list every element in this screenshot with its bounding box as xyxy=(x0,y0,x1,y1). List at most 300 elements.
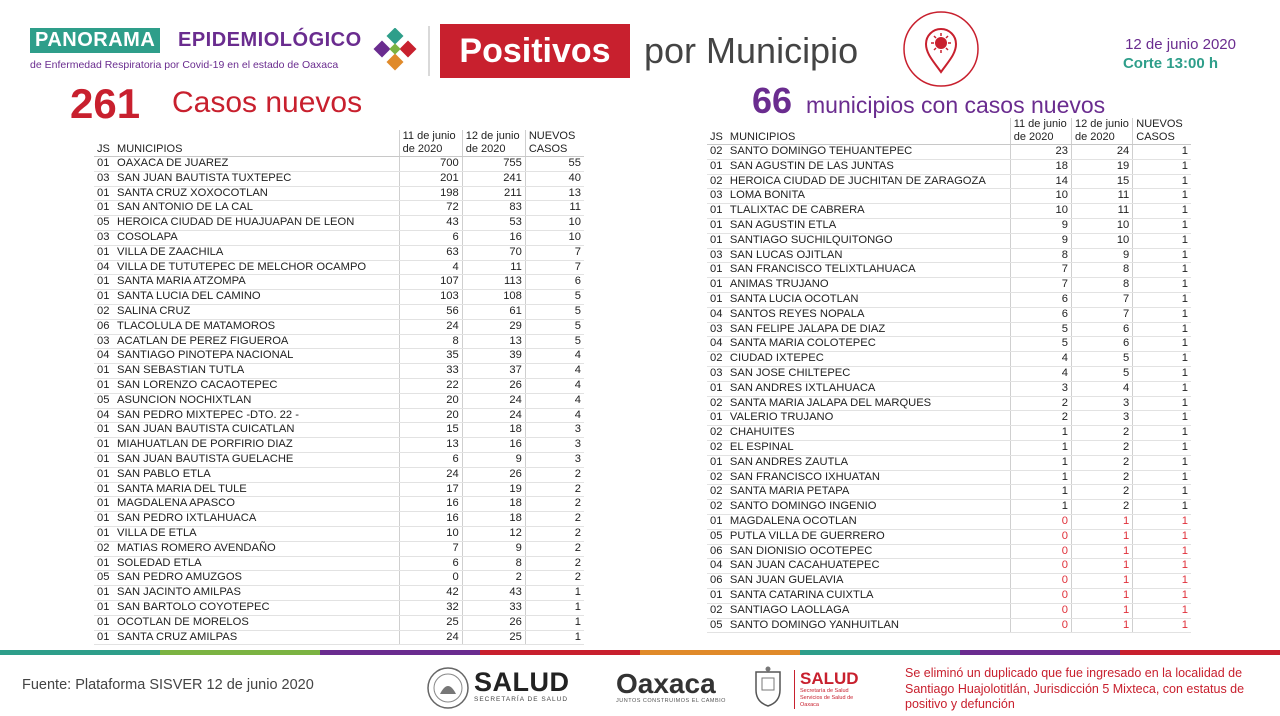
cell-js: 01 xyxy=(707,455,727,470)
cell-june-12: 2 xyxy=(462,571,525,586)
cell-june-11: 9 xyxy=(1010,218,1071,233)
cell-municipio: SAN AGUSTIN DE LAS JUNTAS xyxy=(727,159,1010,174)
cell-june-12: 8 xyxy=(1071,278,1132,293)
header-june-11: 11 de junio de 2020 xyxy=(1010,118,1071,145)
cell-new-cases: 1 xyxy=(1133,618,1191,633)
cell-june-11: 24 xyxy=(399,630,462,645)
cell-new-cases: 1 xyxy=(1133,337,1191,352)
cell-js: 01 xyxy=(94,586,114,601)
cell-municipio: SALINA CRUZ xyxy=(114,304,399,319)
cell-june-11: 6 xyxy=(1010,292,1071,307)
cell-new-cases: 1 xyxy=(1133,322,1191,337)
cell-municipio: SAN FELIPE JALAPA DE DIAZ xyxy=(727,322,1010,337)
cell-june-12: 2 xyxy=(1071,485,1132,500)
cell-june-12: 15 xyxy=(1071,174,1132,189)
table-row xyxy=(707,159,1191,174)
cell-municipio: VILLA DE ZAACHILA xyxy=(114,245,399,260)
cell-new-cases: 2 xyxy=(525,467,584,482)
table-row xyxy=(94,423,584,438)
cell-js: 01 xyxy=(707,218,727,233)
table-row xyxy=(707,263,1191,278)
table-row xyxy=(707,278,1191,293)
table-row xyxy=(707,500,1191,515)
cell-js: 01 xyxy=(707,292,727,307)
cell-june-12: 24 xyxy=(462,393,525,408)
cell-js: 02 xyxy=(94,304,114,319)
table-row xyxy=(94,467,584,482)
cell-new-cases: 40 xyxy=(525,171,584,186)
cell-municipio: SAN JUAN BAUTISTA CUICATLAN xyxy=(114,423,399,438)
cell-js: 05 xyxy=(94,571,114,586)
cell-municipio: OAXACA DE JUAREZ xyxy=(114,157,399,172)
header-municipio: MUNICIPIOS xyxy=(727,118,1010,145)
table-row xyxy=(94,541,584,556)
cell-june-11: 10 xyxy=(1010,189,1071,204)
cell-new-cases: 3 xyxy=(525,438,584,453)
cell-june-11: 2 xyxy=(1010,411,1071,426)
cell-june-11: 0 xyxy=(1010,529,1071,544)
table-row xyxy=(707,396,1191,411)
cell-municipio: SAN DIONISIO OCOTEPEC xyxy=(727,544,1010,559)
cell-june-11: 5 xyxy=(1010,337,1071,352)
cell-june-11: 10 xyxy=(399,526,462,541)
cell-june-12: 26 xyxy=(462,378,525,393)
cell-new-cases: 2 xyxy=(525,526,584,541)
table-row xyxy=(94,615,584,630)
table-row xyxy=(94,482,584,497)
cell-june-12: 43 xyxy=(462,586,525,601)
cell-june-12: 18 xyxy=(462,497,525,512)
table-row xyxy=(94,230,584,245)
cell-june-11: 15 xyxy=(399,423,462,438)
cell-new-cases: 5 xyxy=(525,319,584,334)
cell-june-12: 6 xyxy=(1071,337,1132,352)
page-title: por Municipio xyxy=(644,30,859,71)
cell-municipio: TLALIXTAC DE CABRERA xyxy=(727,204,1010,219)
stripe-segment xyxy=(640,650,800,655)
cell-js: 04 xyxy=(94,349,114,364)
cell-new-cases: 2 xyxy=(525,556,584,571)
cell-new-cases: 1 xyxy=(1133,174,1191,189)
cell-june-12: 53 xyxy=(462,216,525,231)
cell-municipio: SAN JUAN BAUTISTA GUELACHE xyxy=(114,452,399,467)
cell-new-cases: 1 xyxy=(1133,470,1191,485)
cell-js: 01 xyxy=(94,423,114,438)
stripe-segment xyxy=(160,650,320,655)
cell-municipio: MATIAS ROMERO AVENDAÑO xyxy=(114,541,399,556)
cell-js: 03 xyxy=(94,334,114,349)
cell-june-12: 5 xyxy=(1071,366,1132,381)
cell-june-12: 70 xyxy=(462,245,525,260)
cell-js: 02 xyxy=(707,603,727,618)
table-row xyxy=(707,218,1191,233)
cell-js: 01 xyxy=(94,364,114,379)
cell-june-12: 16 xyxy=(462,230,525,245)
salud-oaxaca-logo-subtitle: Secretaría de Salud Servicios de Salud de Oaxaca xyxy=(800,688,854,708)
cell-june-12: 83 xyxy=(462,201,525,216)
cell-new-cases: 1 xyxy=(1133,159,1191,174)
cases-table-right xyxy=(707,118,1191,633)
cell-june-11: 4 xyxy=(1010,366,1071,381)
stripe-segment xyxy=(800,650,960,655)
cell-municipio: SANTO DOMINGO TEHUANTEPEC xyxy=(727,145,1010,160)
cell-june-11: 0 xyxy=(1010,544,1071,559)
table-row xyxy=(707,352,1191,367)
salud-oaxaca-logo-text: SALUD xyxy=(800,669,859,688)
cell-new-cases: 1 xyxy=(1133,559,1191,574)
cell-new-cases: 3 xyxy=(525,423,584,438)
cell-js: 03 xyxy=(707,366,727,381)
salud-oaxaca-logo xyxy=(794,670,864,709)
cell-municipio: SANTA CRUZ AMILPAS xyxy=(114,630,399,645)
cell-june-11: 201 xyxy=(399,171,462,186)
header-divider xyxy=(428,26,430,76)
cell-municipio: SANTIAGO PINOTEPA NACIONAL xyxy=(114,349,399,364)
table-row xyxy=(94,556,584,571)
table-row xyxy=(707,248,1191,263)
salud-federal-logo xyxy=(474,668,570,703)
cell-new-cases: 1 xyxy=(1133,233,1191,248)
cell-june-11: 16 xyxy=(399,497,462,512)
cell-new-cases: 1 xyxy=(1133,366,1191,381)
table-row xyxy=(707,337,1191,352)
cell-new-cases: 2 xyxy=(525,541,584,556)
cell-js: 01 xyxy=(94,290,114,305)
cell-js: 01 xyxy=(94,615,114,630)
header-municipio: MUNICIPIOS xyxy=(114,130,399,157)
table-row xyxy=(707,381,1191,396)
cell-june-11: 20 xyxy=(399,393,462,408)
cell-june-12: 2 xyxy=(1071,500,1132,515)
logo-subtitle: de Enfermedad Respiratoria por Covid-19 en el estado de Oaxaca xyxy=(30,59,339,71)
cell-new-cases: 1 xyxy=(1133,381,1191,396)
table-row xyxy=(707,426,1191,441)
cell-new-cases: 2 xyxy=(525,571,584,586)
cell-municipio: SANTIAGO LAOLLAGA xyxy=(727,603,1010,618)
cell-municipio: SAN FRANCISCO IXHUATAN xyxy=(727,470,1010,485)
table-row xyxy=(707,292,1191,307)
cell-june-11: 7 xyxy=(1010,278,1071,293)
cell-june-12: 1 xyxy=(1071,588,1132,603)
cell-june-11: 35 xyxy=(399,349,462,364)
cell-new-cases: 11 xyxy=(525,201,584,216)
cell-june-12: 12 xyxy=(462,526,525,541)
cell-june-11: 0 xyxy=(1010,574,1071,589)
cell-js: 01 xyxy=(94,186,114,201)
cell-june-11: 33 xyxy=(399,364,462,379)
table-row xyxy=(94,260,584,275)
cell-municipio: SAN PABLO ETLA xyxy=(114,467,399,482)
salud-logo-text: SALUD xyxy=(474,667,570,697)
cell-new-cases: 1 xyxy=(1133,514,1191,529)
cell-js: 01 xyxy=(94,157,114,172)
cell-june-11: 42 xyxy=(399,586,462,601)
cell-municipio: VALERIO TRUJANO xyxy=(727,411,1010,426)
salud-logo-subtitle: SECRETARÍA DE SALUD xyxy=(474,696,569,703)
cell-june-12: 113 xyxy=(462,275,525,290)
table-row xyxy=(94,334,584,349)
cell-js: 02 xyxy=(707,396,727,411)
cell-june-12: 10 xyxy=(1071,233,1132,248)
cell-new-cases: 1 xyxy=(1133,145,1191,160)
cell-june-11: 3 xyxy=(1010,381,1071,396)
cell-new-cases: 4 xyxy=(525,393,584,408)
cell-june-12: 755 xyxy=(462,157,525,172)
cell-june-12: 19 xyxy=(1071,159,1132,174)
cell-new-cases: 4 xyxy=(525,378,584,393)
cell-june-11: 8 xyxy=(399,334,462,349)
cell-june-12: 13 xyxy=(462,334,525,349)
cell-june-12: 24 xyxy=(462,408,525,423)
table-row xyxy=(707,189,1191,204)
table-row xyxy=(707,455,1191,470)
cell-new-cases: 1 xyxy=(525,615,584,630)
cell-june-12: 18 xyxy=(462,512,525,527)
cell-june-12: 2 xyxy=(1071,455,1132,470)
cell-june-11: 18 xyxy=(1010,159,1071,174)
table-row xyxy=(94,157,584,172)
cell-new-cases: 2 xyxy=(525,482,584,497)
cell-june-12: 241 xyxy=(462,171,525,186)
cell-new-cases: 1 xyxy=(1133,440,1191,455)
table-row xyxy=(94,171,584,186)
cell-js: 01 xyxy=(94,438,114,453)
cell-june-12: 61 xyxy=(462,304,525,319)
cell-new-cases: 10 xyxy=(525,230,584,245)
table-row xyxy=(707,366,1191,381)
cell-municipio: PUTLA VILLA DE GUERRERO xyxy=(727,529,1010,544)
cell-js: 02 xyxy=(94,541,114,556)
cell-june-11: 700 xyxy=(399,157,462,172)
cell-new-cases: 1 xyxy=(1133,426,1191,441)
cell-new-cases: 3 xyxy=(525,452,584,467)
cell-new-cases: 1 xyxy=(1133,411,1191,426)
cell-new-cases: 4 xyxy=(525,408,584,423)
cell-municipio: SAN ANTONIO DE LA CAL xyxy=(114,201,399,216)
cell-june-11: 8 xyxy=(1010,248,1071,263)
title-highlight: Positivos xyxy=(440,24,630,78)
cell-new-cases: 1 xyxy=(1133,588,1191,603)
table-row xyxy=(94,586,584,601)
data-source: Fuente: Plataforma SISVER 12 de junio 2020 xyxy=(22,677,314,693)
cell-june-11: 24 xyxy=(399,467,462,482)
cell-new-cases: 1 xyxy=(1133,263,1191,278)
cell-js: 01 xyxy=(94,245,114,260)
cell-js: 04 xyxy=(94,408,114,423)
cell-js: 02 xyxy=(707,485,727,500)
cell-june-11: 22 xyxy=(399,378,462,393)
new-cases-label: Casos nuevos xyxy=(172,86,363,119)
cell-june-12: 3 xyxy=(1071,411,1132,426)
cell-june-12: 24 xyxy=(1071,145,1132,160)
cell-municipio: SANTO DOMINGO INGENIO xyxy=(727,500,1010,515)
header-june-12: 12 de junio de 2020 xyxy=(1071,118,1132,145)
cell-municipio: SANTA MARIA PETAPA xyxy=(727,485,1010,500)
table-row xyxy=(94,408,584,423)
table-row xyxy=(94,452,584,467)
table-row xyxy=(94,600,584,615)
cell-new-cases: 1 xyxy=(1133,455,1191,470)
cell-new-cases: 1 xyxy=(1133,307,1191,322)
cell-municipio: SAN LORENZO CACAOTEPEC xyxy=(114,378,399,393)
cell-js: 01 xyxy=(94,467,114,482)
cell-june-11: 72 xyxy=(399,201,462,216)
cell-june-12: 2 xyxy=(1071,440,1132,455)
cell-june-11: 1 xyxy=(1010,426,1071,441)
table-row xyxy=(707,559,1191,574)
cell-js: 01 xyxy=(94,497,114,512)
cell-june-11: 20 xyxy=(399,408,462,423)
table-row xyxy=(94,216,584,231)
new-cases-count: 261 xyxy=(70,80,141,127)
cell-june-12: 16 xyxy=(462,438,525,453)
cell-js: 04 xyxy=(707,337,727,352)
cell-js: 05 xyxy=(94,393,114,408)
cell-new-cases: 7 xyxy=(525,245,584,260)
cell-municipio: SAN PEDRO AMUZGOS xyxy=(114,571,399,586)
stripe-segment xyxy=(1120,650,1280,655)
cell-js: 01 xyxy=(707,159,727,174)
cell-municipio: SAN FRANCISCO TELIXTLAHUACA xyxy=(727,263,1010,278)
table-header-row xyxy=(707,118,1191,145)
table-row xyxy=(707,307,1191,322)
cell-js: 06 xyxy=(707,574,727,589)
cell-june-12: 11 xyxy=(462,260,525,275)
cell-june-11: 198 xyxy=(399,186,462,201)
cell-municipio: SANTO DOMINGO YANHUITLAN xyxy=(727,618,1010,633)
cell-new-cases: 2 xyxy=(525,497,584,512)
table-row xyxy=(707,603,1191,618)
cell-municipio: SANTA CATARINA CUIXTLA xyxy=(727,588,1010,603)
table-row xyxy=(94,319,584,334)
virus-location-pin-icon xyxy=(902,10,980,88)
cell-municipio: MAGDALENA APASCO xyxy=(114,497,399,512)
cell-june-12: 9 xyxy=(462,541,525,556)
cell-js: 02 xyxy=(707,470,727,485)
cell-js: 01 xyxy=(707,233,727,248)
oaxaca-logo-text: Oaxaca xyxy=(616,668,716,699)
table-row xyxy=(707,588,1191,603)
cell-js: 04 xyxy=(94,260,114,275)
header-june-11: 11 de junio de 2020 xyxy=(399,130,462,157)
cell-june-11: 13 xyxy=(399,438,462,453)
cell-june-11: 103 xyxy=(399,290,462,305)
cell-municipio: SANTA MARIA ATZOMPA xyxy=(114,275,399,290)
cell-new-cases: 5 xyxy=(525,304,584,319)
report-cutoff-time: Corte 13:00 h xyxy=(1122,55,1218,72)
cell-new-cases: 1 xyxy=(1133,292,1191,307)
oaxaca-logo-subtitle: JUNTOS CONSTRUIMOS EL CAMBIO xyxy=(616,698,726,704)
cell-municipio: HEROICA CIUDAD DE HUAJUAPAN DE LEON xyxy=(114,216,399,231)
cell-new-cases: 1 xyxy=(1133,218,1191,233)
table-row xyxy=(94,364,584,379)
cell-june-12: 2 xyxy=(1071,426,1132,441)
cell-municipio: ACATLAN DE PEREZ FIGUEROA xyxy=(114,334,399,349)
cell-june-12: 1 xyxy=(1071,618,1132,633)
cell-js: 01 xyxy=(707,588,727,603)
header-js: JS xyxy=(94,130,114,157)
cell-municipio: SAN JACINTO AMILPAS xyxy=(114,586,399,601)
cell-june-11: 23 xyxy=(1010,145,1071,160)
municipalities-count: 66 xyxy=(752,80,793,121)
cell-new-cases: 1 xyxy=(1133,529,1191,544)
cell-june-11: 4 xyxy=(399,260,462,275)
cell-js: 05 xyxy=(707,618,727,633)
cell-june-11: 16 xyxy=(399,512,462,527)
cell-municipio: SAN SEBASTIAN TUTLA xyxy=(114,364,399,379)
cell-js: 01 xyxy=(94,275,114,290)
header-new-cases: NUEVOS CASOS xyxy=(1133,118,1191,145)
table-row xyxy=(707,322,1191,337)
mexico-coat-of-arms-icon xyxy=(426,666,470,710)
cell-js: 01 xyxy=(94,600,114,615)
cell-municipio: LOMA BONITA xyxy=(727,189,1010,204)
cell-js: 01 xyxy=(94,512,114,527)
cell-new-cases: 1 xyxy=(1133,248,1191,263)
cell-js: 06 xyxy=(94,319,114,334)
cell-js: 01 xyxy=(94,630,114,645)
cell-june-12: 37 xyxy=(462,364,525,379)
cell-municipio: MAGDALENA OCOTLAN xyxy=(727,514,1010,529)
table-row xyxy=(707,470,1191,485)
cell-municipio: SAN LUCAS OJITLAN xyxy=(727,248,1010,263)
cell-june-12: 108 xyxy=(462,290,525,305)
cell-municipio: SAN JUAN BAUTISTA TUXTEPEC xyxy=(114,171,399,186)
report-date: 12 de junio 2020 xyxy=(1125,36,1236,53)
cell-new-cases: 1 xyxy=(1133,278,1191,293)
cell-municipio: SAN AGUSTIN ETLA xyxy=(727,218,1010,233)
cell-june-12: 11 xyxy=(1071,204,1132,219)
cell-june-11: 0 xyxy=(1010,618,1071,633)
cell-new-cases: 1 xyxy=(1133,500,1191,515)
cell-june-12: 1 xyxy=(1071,603,1132,618)
table-row xyxy=(94,393,584,408)
logo-epidemiologico-text: EPIDEMIOLÓGICO xyxy=(178,29,362,51)
header-js: JS xyxy=(707,118,727,145)
cell-js: 05 xyxy=(94,216,114,231)
cell-june-11: 7 xyxy=(399,541,462,556)
cell-municipio: SAN JUAN GUELAVIA xyxy=(727,574,1010,589)
stripe-segment xyxy=(320,650,480,655)
cell-new-cases: 6 xyxy=(525,275,584,290)
cell-municipio: SANTA MARIA JALAPA DEL MARQUES xyxy=(727,396,1010,411)
cell-new-cases: 1 xyxy=(1133,352,1191,367)
cell-june-12: 211 xyxy=(462,186,525,201)
cell-municipio: SANTA MARIA COLOTEPEC xyxy=(727,337,1010,352)
header-june-12: 12 de junio de 2020 xyxy=(462,130,525,157)
cell-june-11: 1 xyxy=(1010,440,1071,455)
cell-municipio: CIUDAD IXTEPEC xyxy=(727,352,1010,367)
table-row xyxy=(94,349,584,364)
cell-municipio: SAN PEDRO MIXTEPEC -DTO. 22 - xyxy=(114,408,399,423)
cell-june-12: 3 xyxy=(1071,396,1132,411)
cell-june-11: 6 xyxy=(399,556,462,571)
cell-june-11: 6 xyxy=(1010,307,1071,322)
cell-js: 02 xyxy=(707,426,727,441)
table-header-row xyxy=(94,130,584,157)
cell-municipio: SAN JUAN CACAHUATEPEC xyxy=(727,559,1010,574)
cell-june-12: 8 xyxy=(462,556,525,571)
cell-new-cases: 1 xyxy=(525,586,584,601)
cell-june-11: 5 xyxy=(1010,322,1071,337)
cell-new-cases: 13 xyxy=(525,186,584,201)
cell-municipio: SANTA LUCIA DEL CAMINO xyxy=(114,290,399,305)
cell-june-11: 107 xyxy=(399,275,462,290)
cell-js: 01 xyxy=(707,514,727,529)
cell-municipio: VILLA DE TUTUTEPEC DE MELCHOR OCAMPO xyxy=(114,260,399,275)
cell-municipio: ANIMAS TRUJANO xyxy=(727,278,1010,293)
cell-municipio: CHAHUITES xyxy=(727,426,1010,441)
